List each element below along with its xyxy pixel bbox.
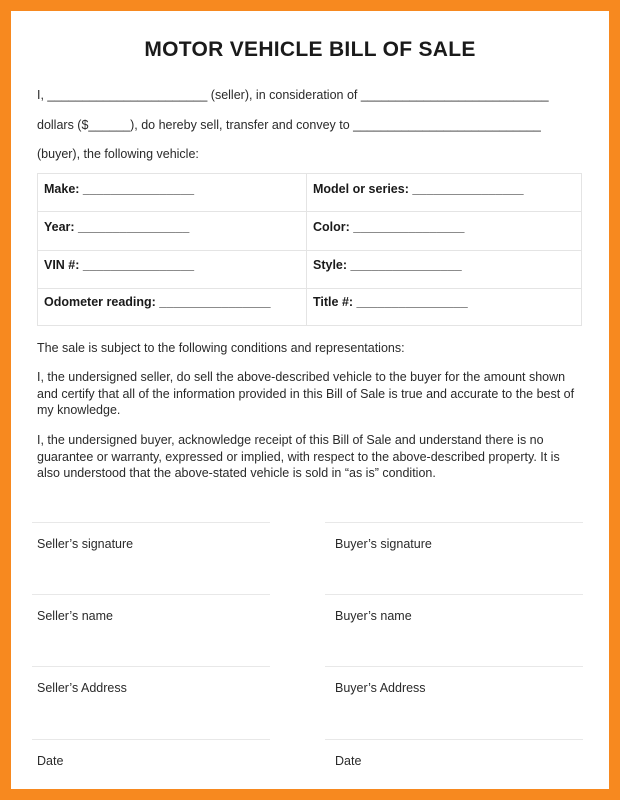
buyer-name-label: Buyer’s name: [335, 609, 412, 623]
intro-line-2: dollars ($______), do hereby sell, transfer and convey to ___________________________: [37, 118, 541, 132]
title-number-field[interactable]: Title #: ________________: [313, 295, 468, 309]
seller-address-label: Seller’s Address: [37, 681, 127, 695]
table-divider: [38, 288, 581, 289]
seller-signature-label: Seller’s signature: [37, 537, 134, 551]
buyer-address-line: [325, 666, 583, 667]
buyer-signature-label: Buyer’s signature: [335, 537, 432, 551]
intro-line-3: (buyer), the following vehicle:: [37, 147, 199, 161]
table-divider: [38, 250, 581, 251]
buyer-date-line: [325, 739, 583, 740]
buyer-signature-line: [325, 522, 583, 523]
document-title: MOTOR VEHICLE BILL OF SALE: [144, 38, 476, 61]
style-field[interactable]: Style: ________________: [313, 258, 462, 272]
odometer-field[interactable]: Odometer reading: ________________: [44, 295, 271, 309]
conditions-text: The sale is subject to the following conditions and representations:: [37, 341, 405, 355]
table-column-divider: [306, 174, 307, 325]
model-field[interactable]: Model or series: ________________: [313, 182, 524, 196]
vehicle-details-table: [37, 173, 582, 326]
seller-address-line: [32, 666, 270, 667]
vin-field[interactable]: VIN #: ________________: [44, 258, 195, 272]
make-field[interactable]: Make: ________________: [44, 182, 195, 196]
buyer-statement: I, the undersigned buyer, acknowledge receipt of this Bill of Sale and understand there is no guarantee or warranty, expressed or implied, with respect to the above-described property. It is also understood that the above-stated vehicle is sold in “as is” condition.: [37, 433, 560, 480]
seller-statement: I, the undersigned seller, do sell the above-described vehicle to the buyer for the amount shown and certify that all of the information provided in this Bill of Sale is true and accurate to the best of my knowledge.: [37, 370, 575, 417]
seller-name-label: Seller’s name: [37, 609, 113, 623]
intro-line-1: I, _______________________ (seller), in consideration of ___________________________: [37, 88, 549, 102]
buyer-date-label: Date: [335, 754, 362, 768]
seller-name-line: [32, 594, 270, 595]
table-divider: [38, 211, 581, 212]
seller-signature-line: [32, 522, 270, 523]
buyer-address-label: Buyer’s Address: [335, 681, 426, 695]
buyer-name-line: [325, 594, 583, 595]
seller-date-label: Date: [37, 754, 64, 768]
year-field[interactable]: Year: ________________: [44, 220, 190, 234]
seller-date-line: [32, 739, 270, 740]
color-field[interactable]: Color: ________________: [313, 220, 465, 234]
